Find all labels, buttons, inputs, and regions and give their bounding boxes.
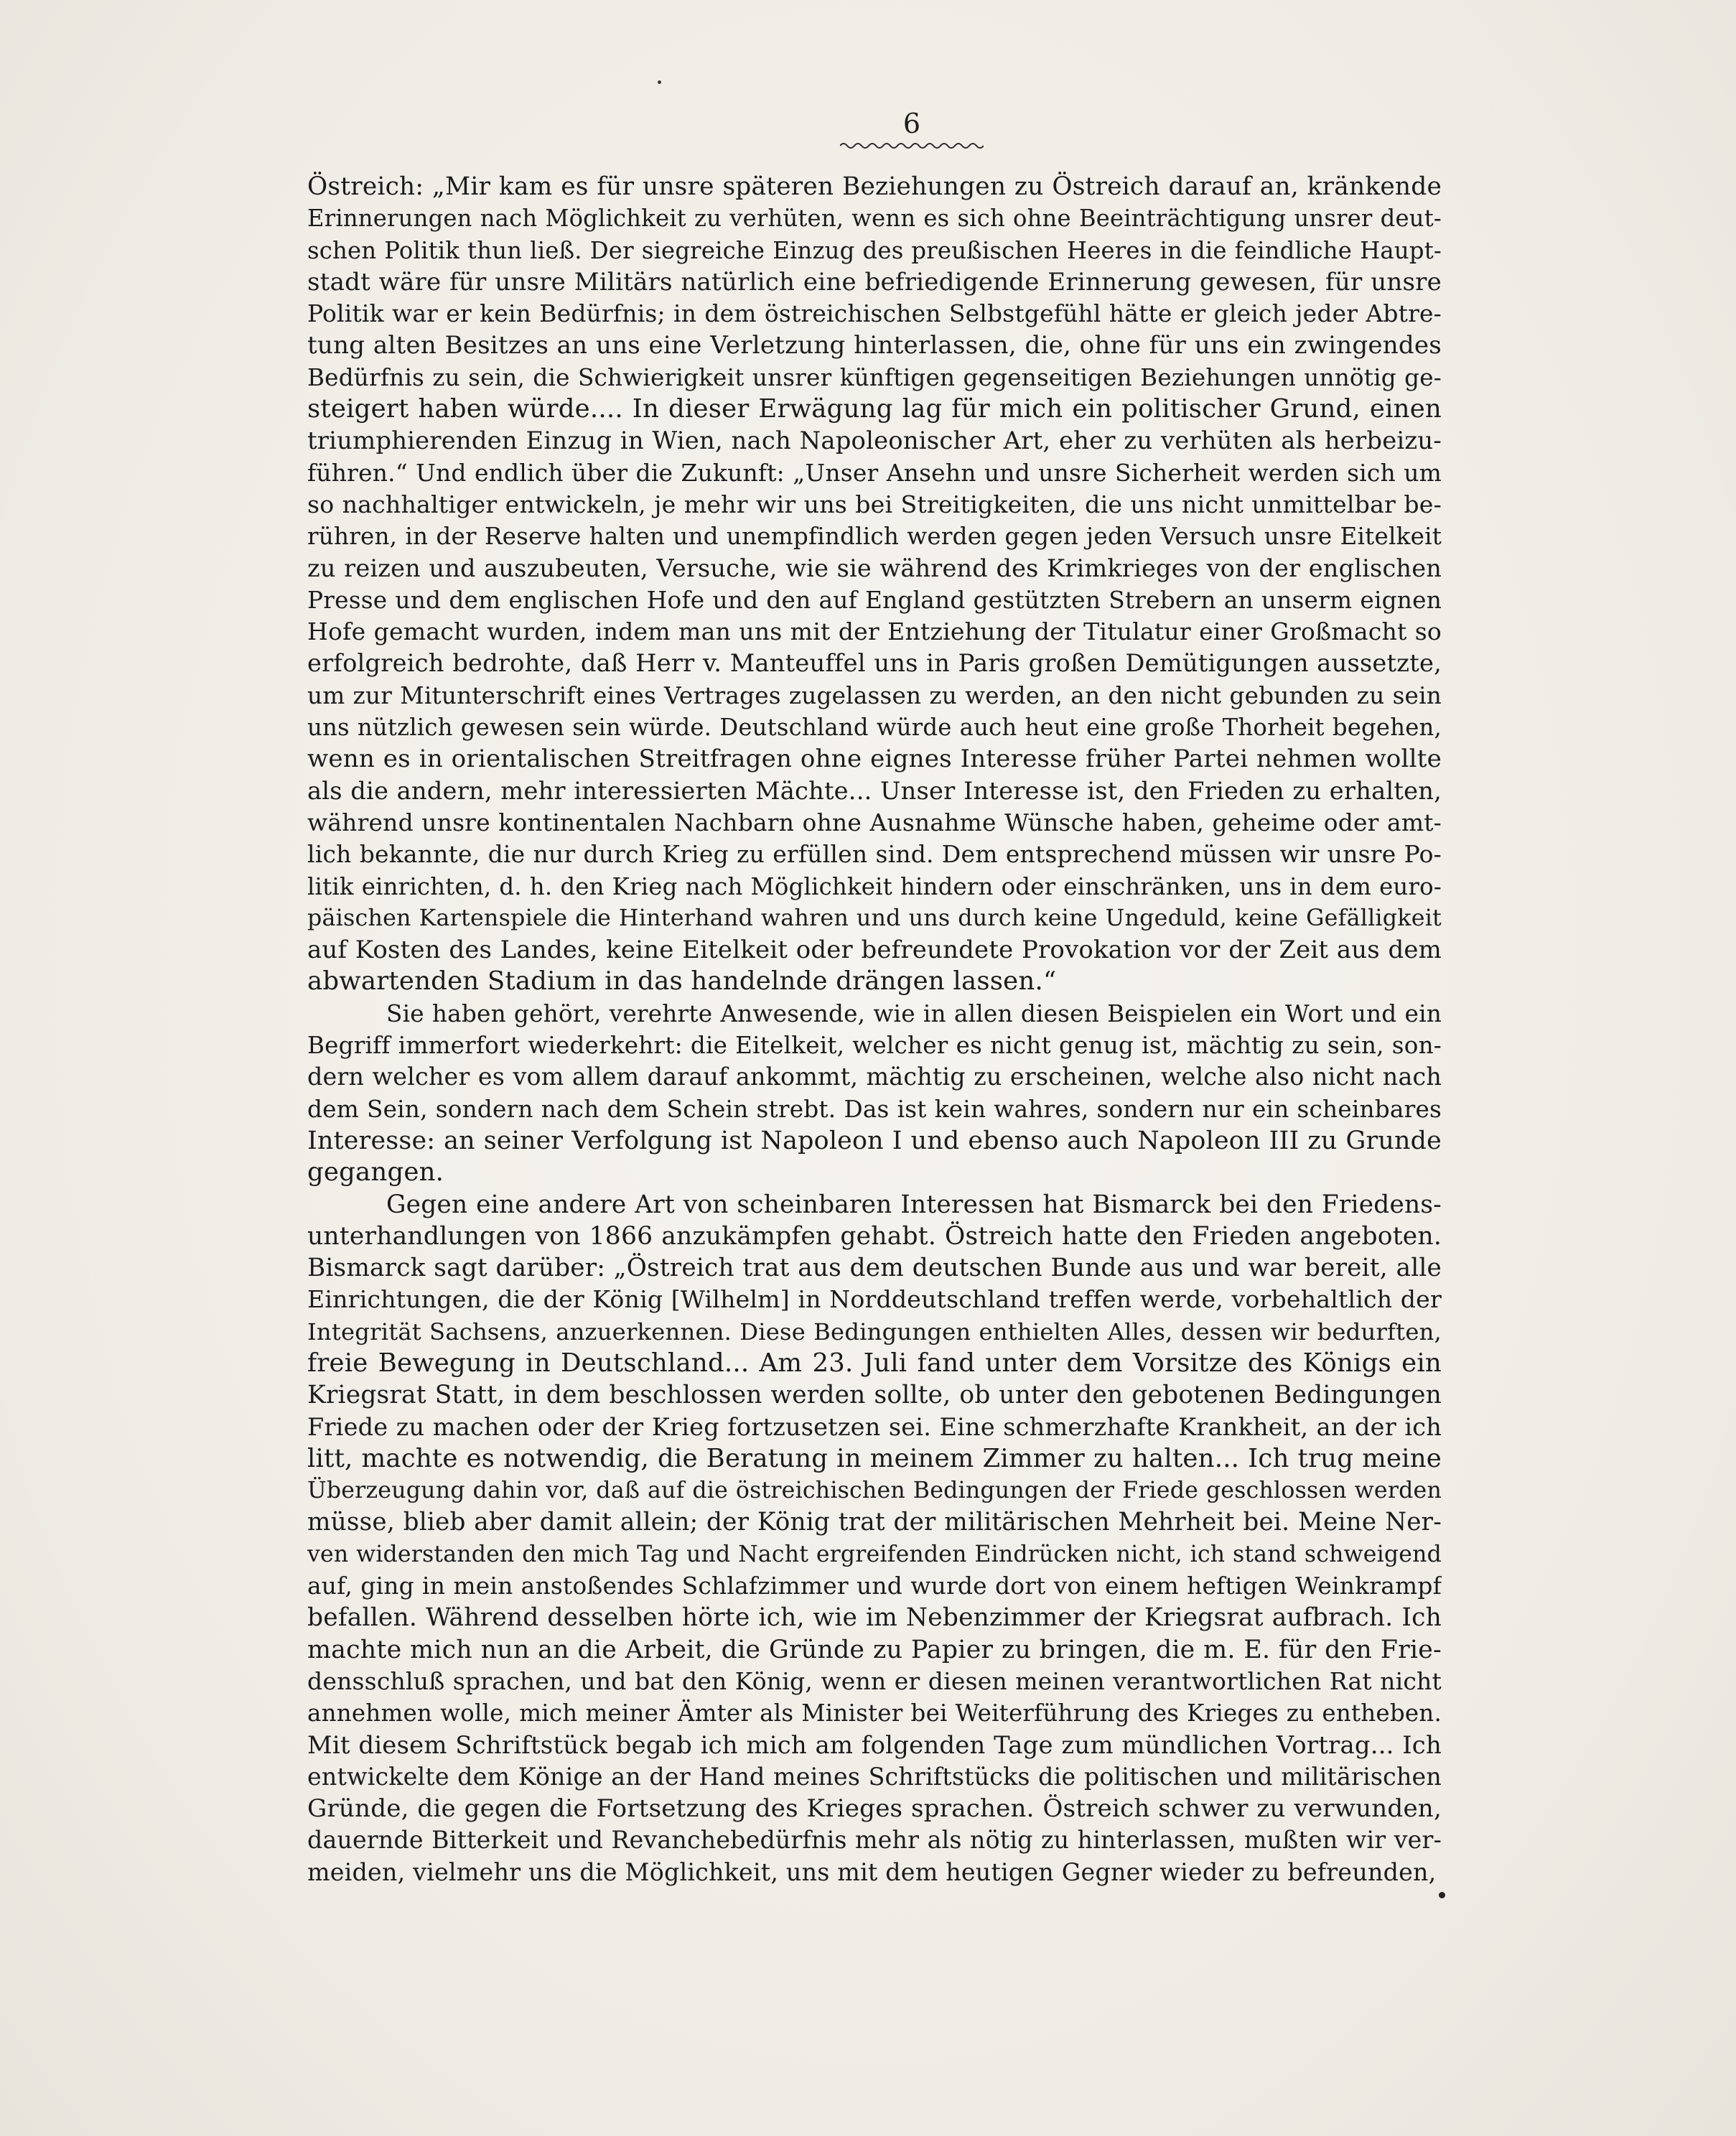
text-line: lich bekannte, die nur durch Krieg zu erfüllen sind. Dem entsprechend müssen wir unsre Po- [307, 840, 1442, 869]
text-line: rühren, in der Reserve halten und unempfindlich werden gegen jeden Versuch unsre Eitelkeit [307, 523, 1442, 551]
text-line: litt, machte es notwendig, die Beratung in meinem Zimmer zu halten... Ich trug meine [307, 1443, 1442, 1473]
wavy-rule-ornament [840, 141, 984, 151]
text-line: abwartenden Stadium in das handelnde drängen lassen.“ [307, 966, 1057, 997]
text-line: Friede zu machen oder der Krieg fortzusetzen sei. Eine schmerzhafte Krankheit, an der ich [307, 1412, 1442, 1441]
text-line: entwickelte dem Könige an der Hand meines Schriftstücks die politischen und militärischen [307, 1762, 1442, 1791]
text-line: litik einrichten, d. h. den Krieg nach Möglichkeit hindern oder einschränken, uns in dem euro- [307, 872, 1442, 900]
text-line: stadt wäre für unsre Militärs natürlich eine befriedigende Erinnerung gewesen, für unsre [307, 267, 1442, 297]
text-line: während unsre kontinentalen Nachbarn ohne Ausnahme Wünsche haben, geheime oder amt- [307, 808, 1442, 836]
text-line: unterhandlungen von 1866 anzukämpfen gehabt. Östreich hatte den Frieden angeboten. [307, 1221, 1442, 1251]
text-line: um zur Mitunterschrift eines Vertrages zugelassen zu werden, an den nicht gebunden zu sein [307, 681, 1442, 709]
text-line: Erinnerungen nach Möglichkeit zu verhüten, wenn es sich ohne Beeinträchtigung unsrer deut- [307, 205, 1442, 233]
text-line: so nachhaltiger entwickeln, je mehr wir uns bei Streitigkeiten, die uns nicht unmittelbar be- [307, 490, 1442, 518]
text-line: annehmen wolle, mich meiner Ämter als Minister bei Weiterführung des Krieges zu entheben. [307, 1699, 1442, 1727]
text-line: freie Bewegung in Deutschland... Am 23. Juli fand unter dem Vorsitze des Königs ein [307, 1348, 1442, 1378]
text-line: müsse, blieb aber damit allein; der König trat der militärischen Mehrheit bei. Meine Ner- [307, 1508, 1442, 1537]
text-line: Bedürfnis zu sein, die Schwierigkeit unsrer künftigen gegenseitigen Beziehungen unnötig ge- [307, 363, 1442, 391]
text-line: dauernde Bitterkeit und Revanchebedürfnis mehr als nötig zu hinterlassen, mußten wir ver- [307, 1826, 1442, 1855]
text-line: Kriegsrat Statt, in dem beschlossen werden sollte, ob unter den gebotenen Bedingungen [307, 1381, 1442, 1410]
text-line: auf Kosten des Landes, keine Eitelkeit oder befreundete Provokation vor der Zeit aus dem [307, 936, 1442, 964]
text-line: Mit diesem Schriftstück begab ich mich am folgenden Tage zum mündlichen Vortrag... Ich [307, 1730, 1442, 1759]
text-line: Politik war er kein Bedürfnis; in dem östreichischen Selbstgefühl hätte er gleich jeder Abtre- [307, 299, 1442, 328]
text-line: erfolgreich bedrohte, daß Herr v. Manteuffel uns in Paris großen Demütigungen aussetzte, [307, 649, 1442, 678]
paragraph-p3 [307, 1189, 1442, 1889]
text-line: triumphierenden Einzug in Wien, nach Napoleonischer Art, eher zu verhüten als herbeizu- [307, 426, 1442, 455]
text-line: Überzeugung dahin vor, daß auf die östreichischen Bedingungen der Friede geschlossen werden [307, 1478, 1442, 1504]
text-line: Presse und dem englischen Hofe und den auf England gestützten Strebern an unserm eignen [307, 586, 1442, 614]
scan-speck [658, 80, 661, 84]
text-line: dern welcher es vom allem darauf ankommt, mächtig zu erscheinen, welche also nicht nach [307, 1063, 1442, 1091]
text-line: Gründe, die gegen die Fortsetzung des Krieges sprachen. Östreich schwer zu verwunden, [307, 1794, 1442, 1824]
scan-speck [1439, 1892, 1445, 1898]
text-line: uns nützlich gewesen sein würde. Deutschland würde auch heut eine große Thorheit begehen, [307, 714, 1442, 742]
text-line: Sie haben gehört, verehrte Anwesende, wie in allen diesen Beispielen ein Wort und ein [386, 999, 1442, 1027]
text-line: wenn es in orientalischen Streitfragen ohne eignes Interesse früher Partei nehmen wollte [307, 745, 1442, 774]
text-line: päischen Kartenspiele die Hinterhand wahren und uns durch keine Ungeduld, keine Gefälligkeit [307, 905, 1442, 931]
text-line: zu reizen und auszubeuten, Versuche, wie sie während des Krimkrieges von der englischen [307, 554, 1442, 582]
text-line: schen Politik thun ließ. Der siegreiche Einzug des preußischen Heeres in die feindliche Haupt- [307, 236, 1442, 264]
text-line: dem Sein, sondern nach dem Schein strebt. Das ist kein wahres, sondern nur ein scheinbares [307, 1095, 1442, 1123]
text-line: steigert haben würde.... In dieser Erwägung lag für mich ein politischer Grund, einen [307, 394, 1442, 424]
text-line: Einrichtungen, die der König [Wilhelm] in Norddeutschland treffen werde, vorbehaltlich der [307, 1285, 1442, 1314]
page-number: 6 [902, 108, 921, 139]
text-line: als die andern, mehr interessierten Mächte... Unser Interesse ist, den Frieden zu erhalten, [307, 776, 1442, 805]
text-line: Integrität Sachsens, anzuerkennen. Diese Bedingungen enthielten Alles, dessen wir bedurften, [307, 1317, 1442, 1346]
paragraph-p1 [307, 171, 1442, 998]
text-line: befallen. Während desselben hörte ich, wie im Nebenzimmer der Kriegsrat aufbrach. Ich [307, 1603, 1442, 1633]
text-line: Begriff immerfort wiederkehrt: die Eitelkeit, welcher es nicht genug ist, mächtig zu sein, son- [307, 1032, 1442, 1060]
text-line: Bismarck sagt darüber: „Östreich trat aus dem deutschen Bunde aus und war bereit, alle [307, 1254, 1442, 1283]
text-line: gegangen. [307, 1157, 444, 1188]
body-text [307, 171, 1442, 1888]
text-line: machte mich nun an die Arbeit, die Gründe zu Papier zu bringen, die m. E. für den Frie- [307, 1635, 1442, 1664]
text-line: Interesse: an seiner Verfolgung ist Napoleon I und ebenso auch Napoleon III zu Grunde [307, 1126, 1442, 1155]
text-line: ven widerstanden den mich Tag und Nacht ergreifenden Eindrücken nicht, ich stand schweigend [307, 1541, 1442, 1567]
text-line: Hofe gemacht wurden, indem man uns mit der Entziehung der Titulatur einer Großmacht so [307, 617, 1442, 646]
text-line: führen.“ Und endlich über die Zukunft: „Unser Ansehn und unsre Sicherheit werden sich um [307, 458, 1442, 487]
text-line: auf, ging in mein anstoßendes Schlafzimmer und wurde dort von einem heftigen Weinkrampf [307, 1572, 1442, 1600]
text-line: Östreich: „Mir kam es für unsre späteren Beziehungen zu Östreich darauf an, kränkende [307, 172, 1442, 201]
text-line: tung alten Besitzes an uns eine Verletzung hinterlassen, die, ohne für uns ein zwingendes [307, 331, 1442, 360]
text-line: meiden, vielmehr uns die Möglichkeit, uns mit dem heutigen Gegner wieder zu befreunden, [307, 1857, 1437, 1886]
paragraph-p2 [307, 998, 1442, 1189]
text-line: densschluß sprachen, und bat den König, wenn er diesen meinen verantwortlichen Rat nicht [307, 1666, 1442, 1695]
text-line: Gegen eine andere Art von scheinbaren Interessen hat Bismarck bei den Friedens- [386, 1190, 1442, 1219]
